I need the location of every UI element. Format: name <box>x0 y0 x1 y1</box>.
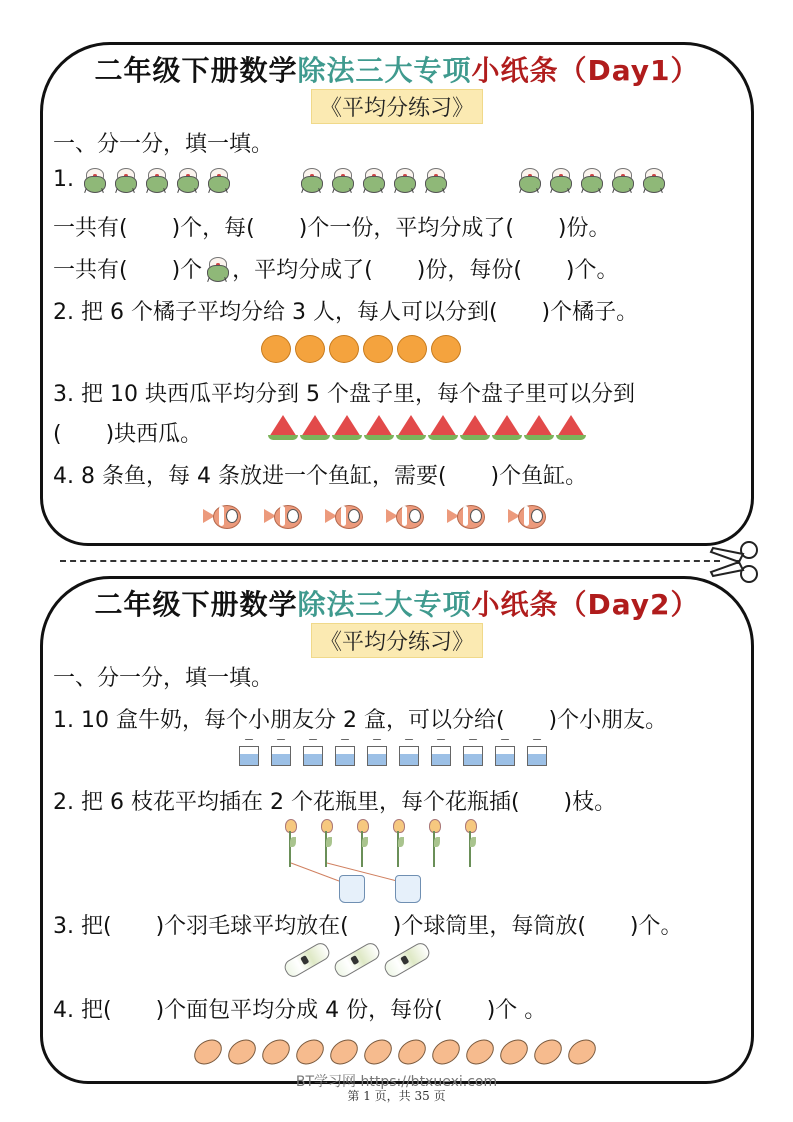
orange-icon <box>295 335 325 363</box>
milk-carton-icon <box>397 739 421 765</box>
watermelon-icon <box>461 415 489 437</box>
day1-q1-line2-end: ，平均分成了( )份，每份( )个。 <box>232 258 619 283</box>
zongzi-icon <box>360 167 386 193</box>
zongzi-icon <box>391 167 417 193</box>
day2-card <box>40 576 754 1084</box>
fish-icon <box>386 503 426 529</box>
title-day: 小纸条（Day1） <box>471 54 700 87</box>
zongzi-icon <box>81 167 107 193</box>
day2-q3: 3. 把( )个羽毛球平均放在( )个球筒里，每筒放( )个。 <box>53 914 683 939</box>
milk-carton-icon <box>461 739 485 765</box>
day2-subtitle: 《平均分练习》 <box>311 623 483 658</box>
bread-icon <box>257 1034 294 1069</box>
watermelon-icon <box>269 415 297 437</box>
shuttlecock-tube-icon <box>332 940 383 980</box>
day2-q1: 1. 10 盒牛奶，每个小朋友分 2 盒，可以分给( )个小朋友。 <box>53 708 668 733</box>
day1-q1-label: 1. <box>53 167 74 192</box>
zongzi-icon <box>174 167 200 193</box>
watermelon-icon <box>365 415 393 437</box>
title-topic: 除法三大专项 <box>297 588 472 621</box>
flower-icon <box>463 819 477 869</box>
day1-q1-line2 <box>53 253 619 284</box>
watermelon-icon <box>493 415 521 437</box>
day2-section-heading: 一、分一分，填一填。 <box>53 666 274 691</box>
zongzi-icon <box>609 167 635 193</box>
watermelon-icon <box>333 415 361 437</box>
day1-q1-line2-start: 一共有( )个 <box>53 258 203 283</box>
watermelon-icon <box>397 415 425 437</box>
day1-title <box>43 49 751 89</box>
day1-q3-watermelons <box>269 415 589 437</box>
day1-subtitle: 《平均分练习》 <box>311 89 483 124</box>
zongzi-icon <box>578 167 604 193</box>
orange-icon <box>397 335 427 363</box>
day1-q2: 2. 把 6 个橘子平均分给 3 人，每人可以分到( )个橘子。 <box>53 300 639 325</box>
day2-title <box>43 583 751 623</box>
milk-carton-icon <box>525 739 549 765</box>
bread-icon <box>563 1034 600 1069</box>
day1-q4: 4. 8 条鱼，每 4 条放进一个鱼缸，需要( )个鱼缸。 <box>53 464 588 489</box>
watermelon-icon <box>525 415 553 437</box>
milk-carton-icon <box>429 739 453 765</box>
day2-q4: 4. 把( )个面包平均分成 4 份，每份( )个 。 <box>53 998 547 1023</box>
day2-q1-milk <box>237 739 557 765</box>
day1-section-heading: 一、分一分，填一填。 <box>53 132 274 157</box>
fish-icon <box>447 503 487 529</box>
watermark: BT学习网 https://btxuexi.com <box>295 1074 498 1090</box>
zongzi-icon <box>205 167 231 193</box>
fish-icon <box>325 503 365 529</box>
title-day: 小纸条（Day2） <box>471 588 700 621</box>
bread-icon <box>291 1034 328 1069</box>
shuttlecock-tube-icon <box>282 940 333 980</box>
milk-carton-icon <box>493 739 517 765</box>
milk-carton-icon <box>237 739 261 765</box>
day2-q4-bread <box>193 1041 601 1063</box>
vase-icon <box>339 875 365 903</box>
zongzi-icon <box>547 167 573 193</box>
page-number: 第 1 页，共 35 页 <box>347 1089 446 1103</box>
title-grade: 二年级下册数学 <box>94 54 298 87</box>
bread-icon <box>359 1034 396 1069</box>
watermelon-icon <box>429 415 457 437</box>
scissors-icon <box>705 538 761 586</box>
flower-icon <box>427 819 441 869</box>
zongzi-icon <box>298 167 324 193</box>
zongzi-icon <box>112 167 138 193</box>
milk-carton-icon <box>365 739 389 765</box>
bread-icon <box>427 1034 464 1069</box>
day1-q1-zongzi-group-1 <box>81 167 236 193</box>
bread-icon <box>223 1034 260 1069</box>
shuttlecock-tube-icon <box>382 940 433 980</box>
title-grade: 二年级下册数学 <box>94 588 298 621</box>
day1-q1-zongzi-group-3 <box>516 167 671 193</box>
bread-icon <box>461 1034 498 1069</box>
day2-q2: 2. 把 6 枝花平均插在 2 个花瓶里，每个花瓶插( )枝。 <box>53 790 617 815</box>
vase-icon <box>395 875 421 903</box>
zongzi-icon <box>204 256 230 282</box>
fish-icon <box>508 503 548 529</box>
day1-q3-line2: ( )块西瓜。 <box>53 422 203 447</box>
milk-carton-icon <box>269 739 293 765</box>
fish-icon <box>203 503 243 529</box>
fish-icon <box>264 503 304 529</box>
title-topic: 除法三大专项 <box>297 54 472 87</box>
bread-icon <box>495 1034 532 1069</box>
bread-icon <box>325 1034 362 1069</box>
day1-card <box>40 42 754 546</box>
zongzi-icon <box>640 167 666 193</box>
zongzi-icon <box>422 167 448 193</box>
cut-line-divider <box>60 560 720 562</box>
day1-q2-oranges <box>261 335 465 363</box>
orange-icon <box>261 335 291 363</box>
bread-icon <box>393 1034 430 1069</box>
milk-carton-icon <box>333 739 357 765</box>
orange-icon <box>329 335 359 363</box>
bread-icon <box>189 1034 226 1069</box>
milk-carton-icon <box>301 739 325 765</box>
zongzi-icon <box>143 167 169 193</box>
watermelon-icon <box>301 415 329 437</box>
zongzi-icon <box>516 167 542 193</box>
zongzi-icon <box>329 167 355 193</box>
day1-q1-line1: 一共有( )个，每( )个一份，平均分成了( )份。 <box>53 216 611 241</box>
day1-q1-zongzi-group-2 <box>298 167 453 193</box>
orange-icon <box>431 335 461 363</box>
day1-q4-fish <box>203 503 569 529</box>
day1-q3-line1: 3. 把 10 块西瓜平均分到 5 个盘子里，每个盘子里可以分到 <box>53 382 635 407</box>
orange-icon <box>363 335 393 363</box>
watermelon-icon <box>557 415 585 437</box>
bread-icon <box>529 1034 566 1069</box>
day2-q3-shuttlecock-tubes <box>283 951 433 969</box>
